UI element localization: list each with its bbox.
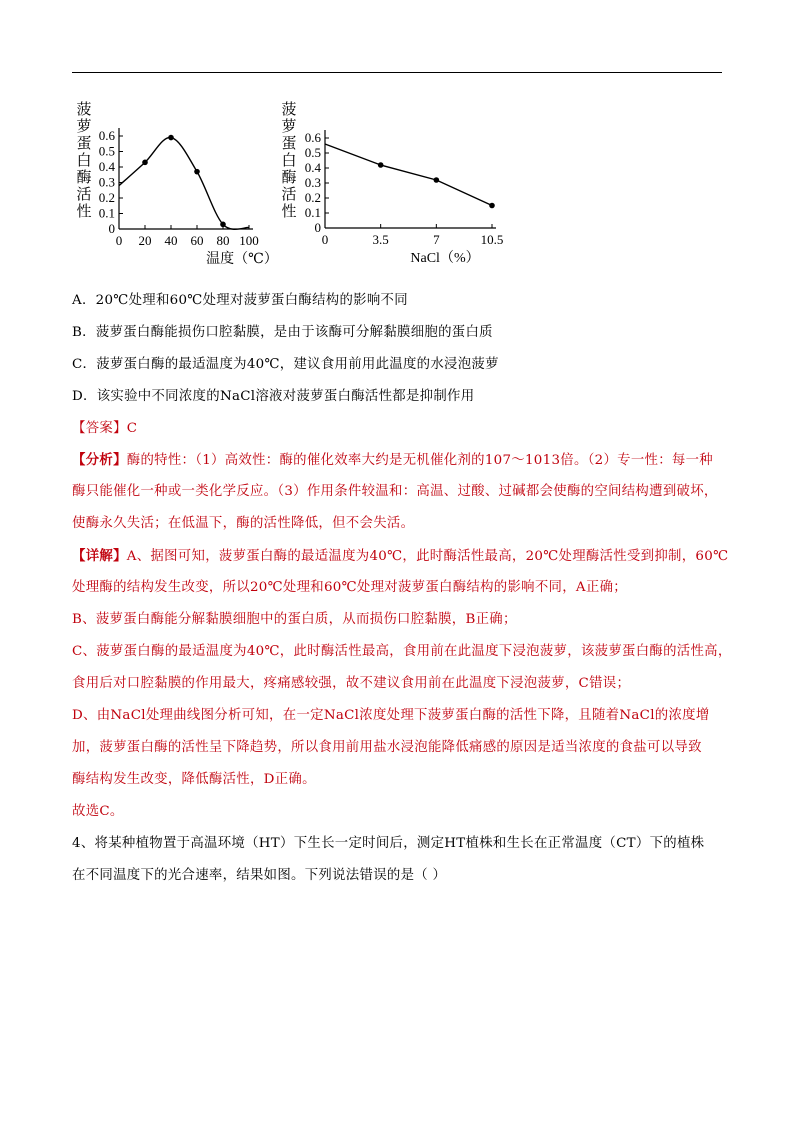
series-line: [325, 144, 492, 206]
y-tick-label: 0.2: [304, 190, 321, 205]
x-axis-label: 温度（℃）: [206, 252, 278, 267]
data-point: [489, 203, 495, 209]
y-tick-label: 0.4: [304, 160, 321, 175]
question-4-line-2: 在不同温度下的光合速率，结果如图。下列说法错误的是（ ）: [72, 868, 447, 883]
x-tick-label: 20: [138, 233, 152, 248]
data-point: [378, 162, 384, 168]
x-tick-label: 100: [239, 233, 259, 248]
analysis-text: 酶的特性：（1）高效性：酶的催化效率大约是无机催化剂的107～1013倍。（2）专一性：每一种: [126, 453, 713, 468]
y-tick-label: 0.2: [98, 190, 115, 205]
analysis-line-2: 酶只能催化一种或一类化学反应。（3）作用条件较温和：高温、过酸、过碱都会使酶的空间结构遭到破坏，: [72, 484, 718, 499]
x-tick-label: 40: [164, 233, 178, 248]
option-c: C．菠萝蛋白酶的最适温度为40℃，建议食用前用此温度的水浸泡菠萝: [72, 357, 499, 372]
y-tick-label: 0.1: [98, 205, 115, 221]
conclusion: 故选C。: [72, 804, 124, 819]
data-point: [168, 135, 174, 141]
question-4-line-1: 4、将某种植物置于高温环境（HT）下生长一定时间后，测定HT植株和生长在正常温度（CT）下的植株: [72, 836, 705, 851]
y-tick-label: 0.4: [98, 159, 115, 174]
x-tick-label: 3.5: [372, 232, 389, 247]
detail-text: A、据图可知，菠萝蛋白酶的最适温度为40℃，此时酶活性最高，20℃处理酶活性受到抑制，60℃: [126, 549, 729, 564]
x-tick-label: 80: [216, 233, 230, 248]
series-line: [119, 137, 249, 229]
data-point: [194, 169, 200, 175]
data-point: [142, 160, 148, 166]
detail-line-1: [72, 547, 742, 566]
detail-line-5: 食用后对口腔黏膜的作用最大，疼痛感较强，故不建议食用前在此温度下浸泡菠萝，C错误；: [72, 676, 631, 691]
y-tick-label: 0.3: [304, 175, 321, 190]
x-axis-label: NaCl（%）: [410, 251, 480, 266]
temperature-activity-chart: [72, 100, 292, 280]
analysis-line-3: 使酶永久失活；在低温下，酶的活性降低，但不会失活。: [72, 516, 415, 531]
x-tick-label: 0: [321, 232, 329, 247]
y-tick-label: 0.3: [98, 174, 115, 190]
option-a: A．20℃处理和60℃处理对菠萝蛋白酶结构的影响不同: [72, 293, 408, 308]
figure-charts: [72, 100, 532, 280]
y-tick-label: 0.5: [98, 143, 115, 159]
analysis-line-1: [72, 451, 742, 470]
x-tick-label: 10.5: [480, 232, 504, 247]
data-point: [434, 177, 440, 183]
answer-label: 【答案】C: [72, 421, 138, 436]
y-axis-label: 菠萝蛋白酶活性: [281, 102, 297, 220]
y-tick-label: 0: [314, 220, 321, 235]
x-tick-label: 0: [115, 233, 123, 248]
y-tick-label: 0.6: [98, 128, 115, 143]
y-axis-label: 菠萝蛋白酶活性: [76, 102, 92, 220]
option-d: D．该实验中不同浓度的NaCl溶液对菠萝蛋白酶活性都是抑制作用: [72, 389, 475, 404]
nacl-activity-chart: [277, 100, 517, 280]
x-tick-label: 7: [433, 232, 440, 247]
detail-line-3: B、菠萝蛋白酶能分解黏膜细胞中的蛋白质，从而损伤口腔黏膜，B正确；: [72, 612, 517, 627]
detail-line-7: 加，菠萝蛋白酶的活性呈下降趋势，所以食用前用盐水浸泡能降低痛感的原因是适当浓度的食盐可以导致: [72, 740, 702, 755]
detail-line-4: C、菠萝蛋白酶的最适温度为40℃，此时酶活性最高，食用前在此温度下浸泡菠萝，该菠萝蛋白酶的活性高，: [72, 644, 732, 659]
y-tick-label: 0: [108, 221, 115, 236]
detail-line-2: 处理酶的结构发生改变，所以20℃处理和60℃处理对菠萝蛋白酶结构的影响不同，A正确；: [72, 580, 627, 595]
analysis-tag: 【分析】: [72, 452, 127, 468]
header-rule: [72, 72, 722, 73]
y-tick-label: 0.6: [304, 130, 321, 145]
data-point: [220, 222, 226, 228]
y-tick-label: 0.1: [304, 205, 321, 220]
x-tick-label: 60: [190, 233, 204, 248]
detail-line-8: 酶结构发生改变，降低酶活性，D正确。: [72, 772, 316, 787]
option-b: B．菠萝蛋白酶能损伤口腔黏膜，是由于该酶可分解黏膜细胞的蛋白质: [72, 325, 493, 340]
detail-line-6: D、由NaCl处理曲线图分析可知，在一定NaCl浓度处理下菠萝蛋白酶的活性下降，且随着NaCl的浓度增: [72, 708, 710, 723]
detail-tag: 【详解】: [72, 548, 127, 564]
y-tick-label: 0.5: [304, 145, 321, 160]
